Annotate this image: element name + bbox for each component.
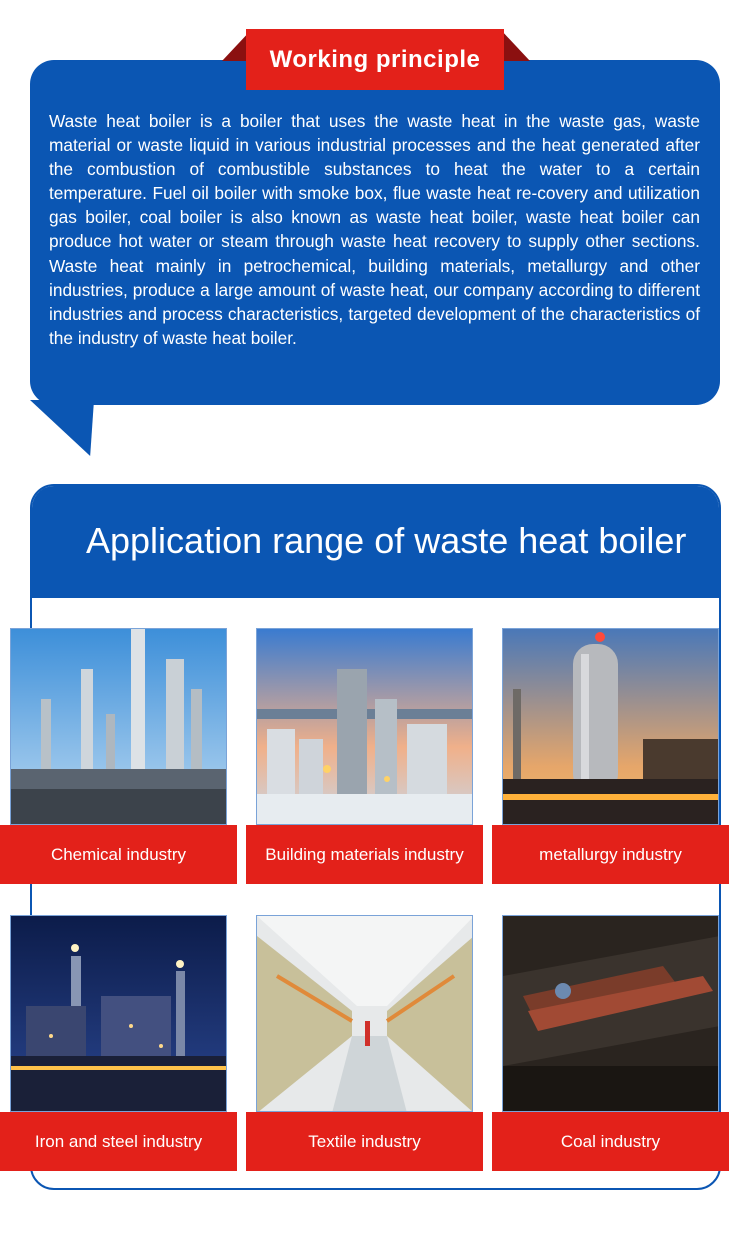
industry-label: Coal industry <box>492 1112 729 1171</box>
chemical-plant-image <box>11 629 227 825</box>
steel-plant-night-image <box>11 916 227 1112</box>
industry-label: Textile industry <box>246 1112 483 1171</box>
industry-label: Building materials industry <box>246 825 483 884</box>
working-principle-title: Working principle <box>246 29 504 90</box>
metallurgy-plant-image <box>503 629 719 825</box>
cement-plant-photo <box>256 628 473 825</box>
metallurgy-plant-photo <box>502 628 719 825</box>
coal-conveyor-image <box>503 916 719 1112</box>
industry-label: Chemical industry <box>0 825 237 884</box>
application-range-title: Application range of waste heat boiler <box>86 520 687 561</box>
coal-conveyor-photo <box>502 915 719 1112</box>
ribbon-fold-right <box>500 29 530 61</box>
working-principle-text: Waste heat boiler is a boiler that uses the waste heat in the waste gas, waste material or waste liquid in various industrial processes and the heat generated after the combustion of combustible substances to heat the water to a certain temperature. Fuel oil boiler with smoke box, flue waste heat re-covery and utilization gas boiler, coal boiler is also known as waste heat boiler, waste heat boiler can produce hot water or steam through waste heat recovery to supply other sections. Waste heat mainly in petrochemical, building materials, metallurgy and other industries, produce a large amount of waste heat, our company according to different industries and process characteristics, targeted development of the characteristics of the industry of waste heat boiler. <box>49 111 700 348</box>
steel-plant-night-photo <box>10 915 227 1112</box>
textile-mill-image <box>257 916 473 1112</box>
chemical-plant-photo <box>10 628 227 825</box>
industry-label: metallurgy industry <box>492 825 729 884</box>
speech-bubble-tail <box>30 400 94 456</box>
application-range-header <box>32 486 719 598</box>
industry-label: Iron and steel industry <box>0 1112 237 1171</box>
cement-plant-image <box>257 629 473 825</box>
textile-mill-photo <box>256 915 473 1112</box>
